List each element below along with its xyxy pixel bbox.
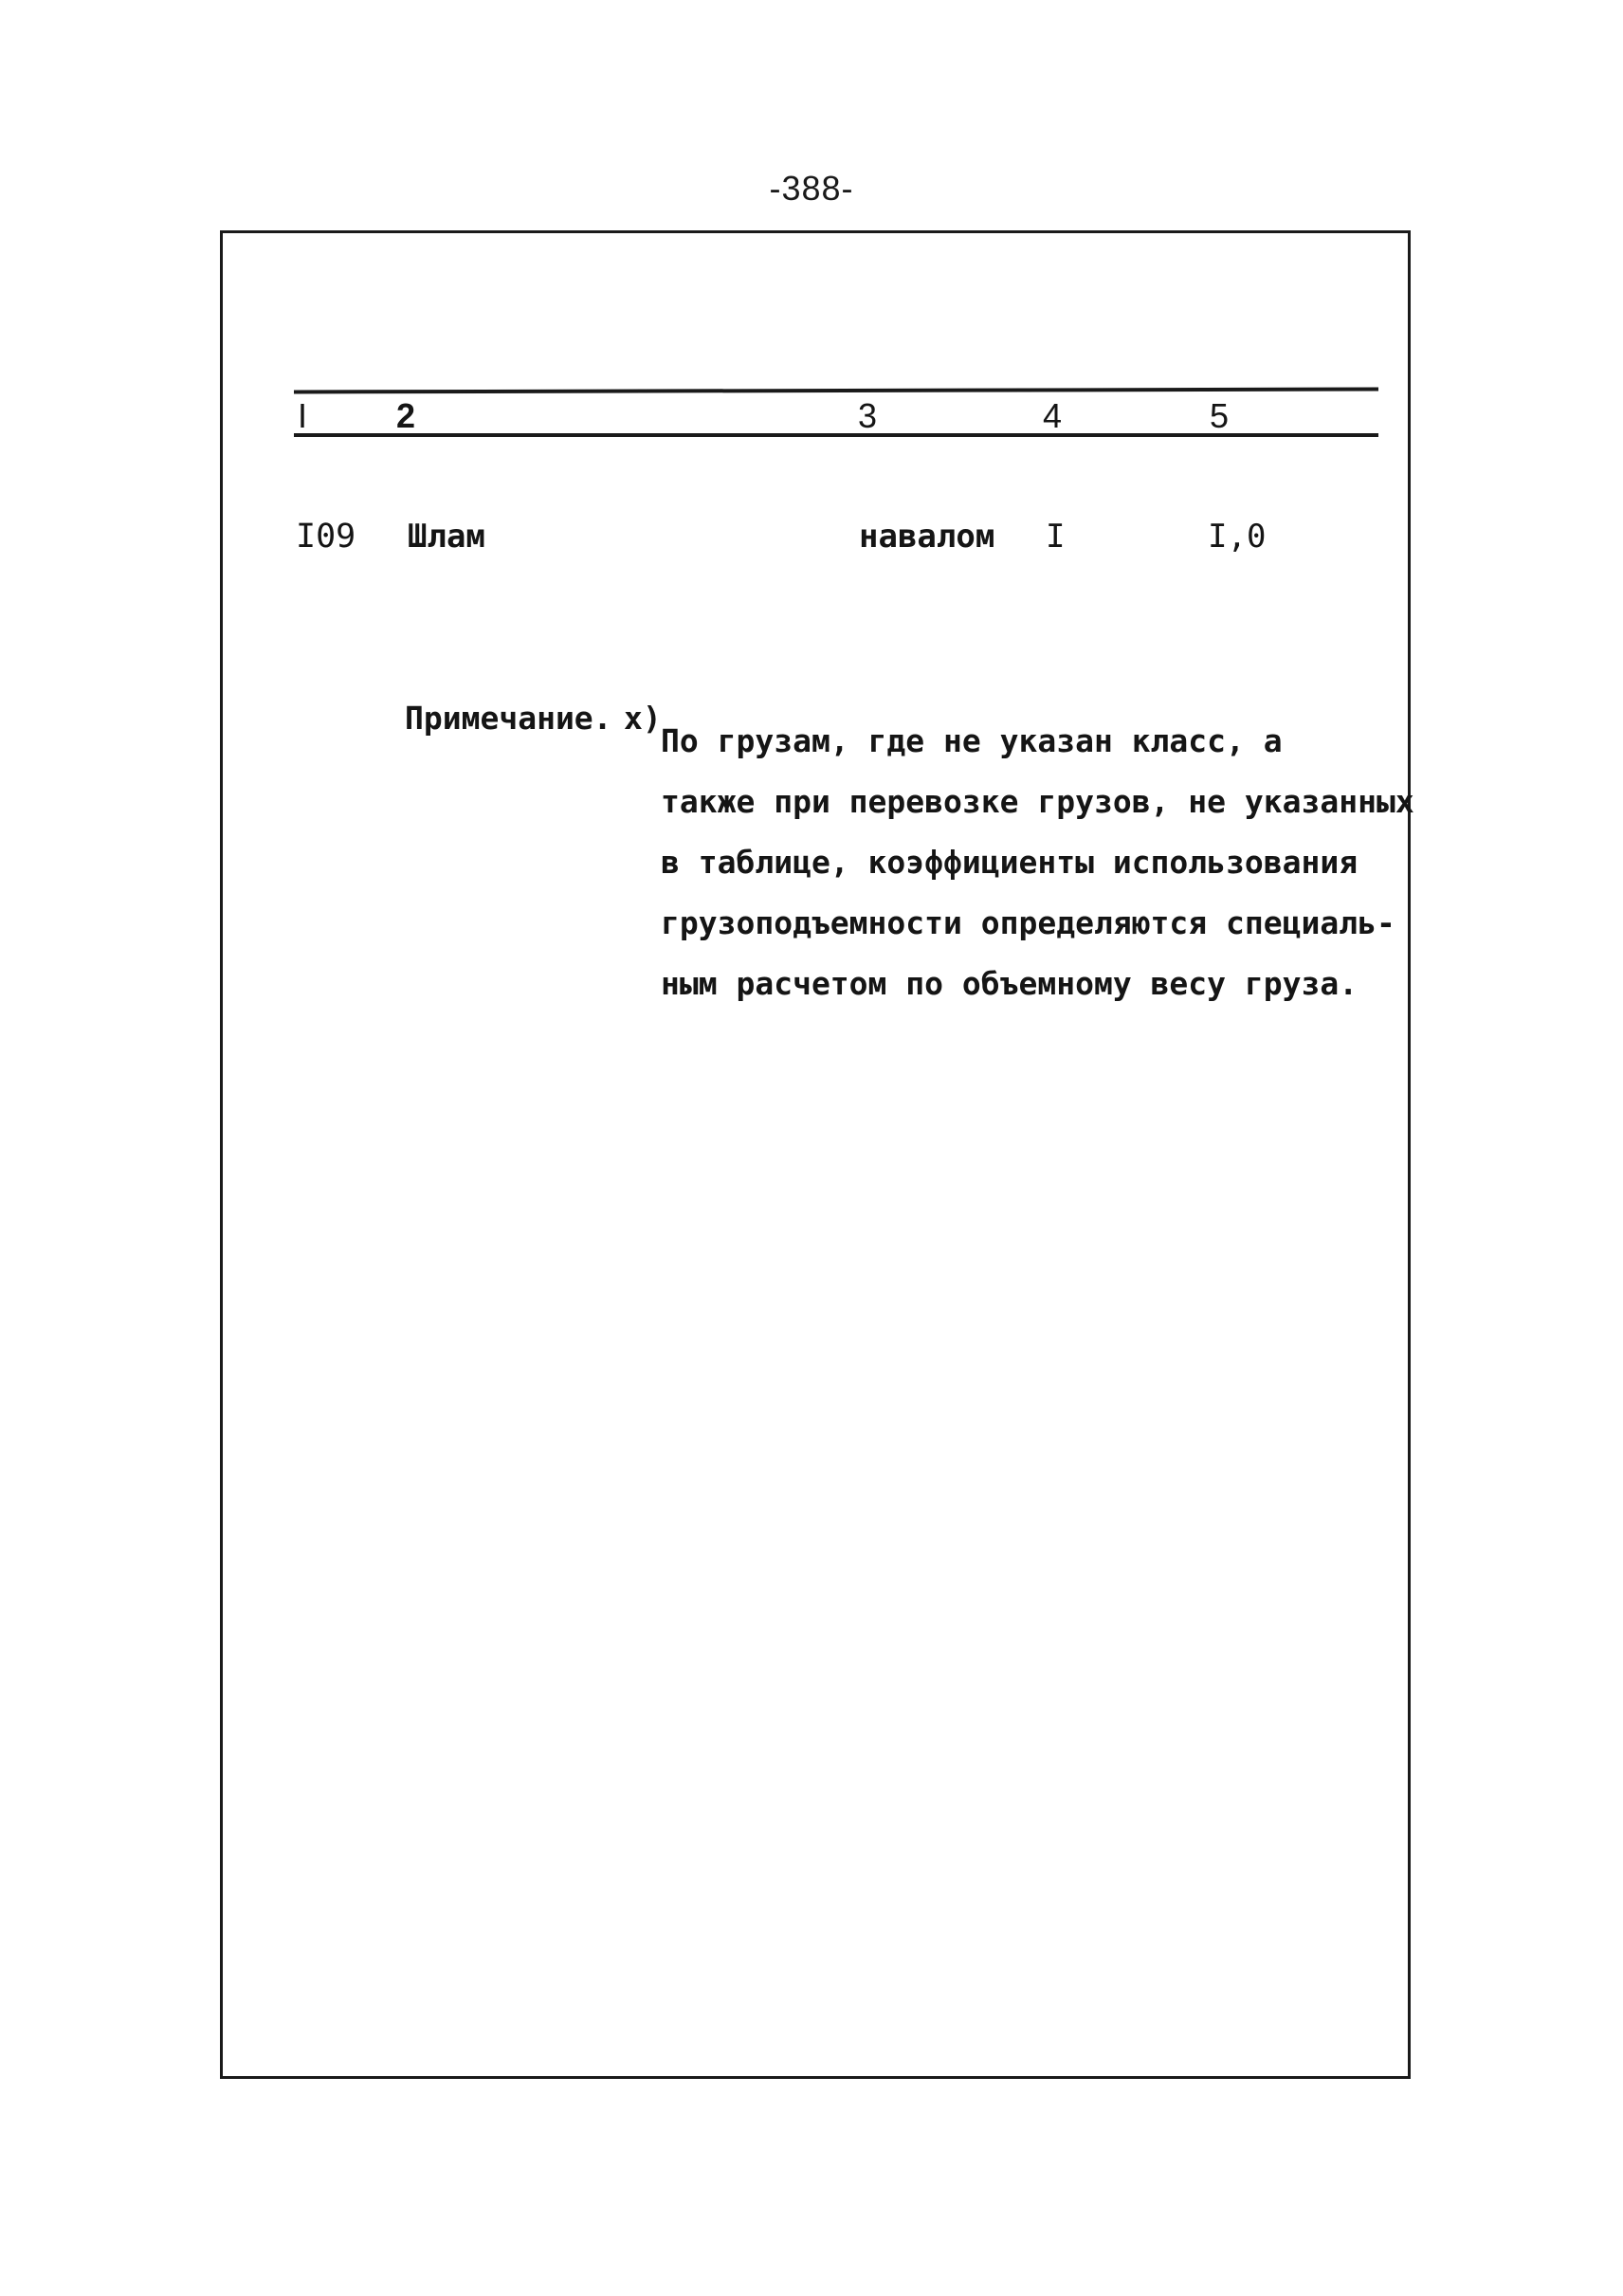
row-coefficient: I,0: [1208, 518, 1267, 556]
note-footnote-marker: x): [624, 700, 662, 737]
row-transport-method: навалом: [859, 518, 995, 556]
row-cargo-name: Шлам: [408, 518, 485, 556]
note-line-5: ным расчетом по объемному весу груза.: [661, 965, 1359, 1002]
note-line-3: в таблице, коэффициенты использования: [661, 844, 1359, 881]
page-number: -388-: [769, 169, 854, 208]
note-line-4: грузоподъемности определяются специаль-: [661, 904, 1395, 941]
note-line-2: также при перевозке грузов, не указанных: [661, 783, 1414, 820]
column-header-3: 3: [858, 396, 878, 435]
note-text: [661, 711, 1414, 1014]
column-header-4: 4: [1043, 396, 1063, 435]
note-label: Примечание.: [405, 700, 612, 737]
column-header-1: I: [298, 396, 308, 435]
note-line-1: По грузам, где не указан класс, а: [661, 722, 1283, 759]
column-header-2: 2: [396, 396, 416, 435]
row-index: I09: [296, 518, 356, 556]
column-header-5: 5: [1210, 396, 1230, 435]
row-cargo-class: I: [1046, 518, 1066, 556]
page-frame: [220, 230, 1414, 2079]
